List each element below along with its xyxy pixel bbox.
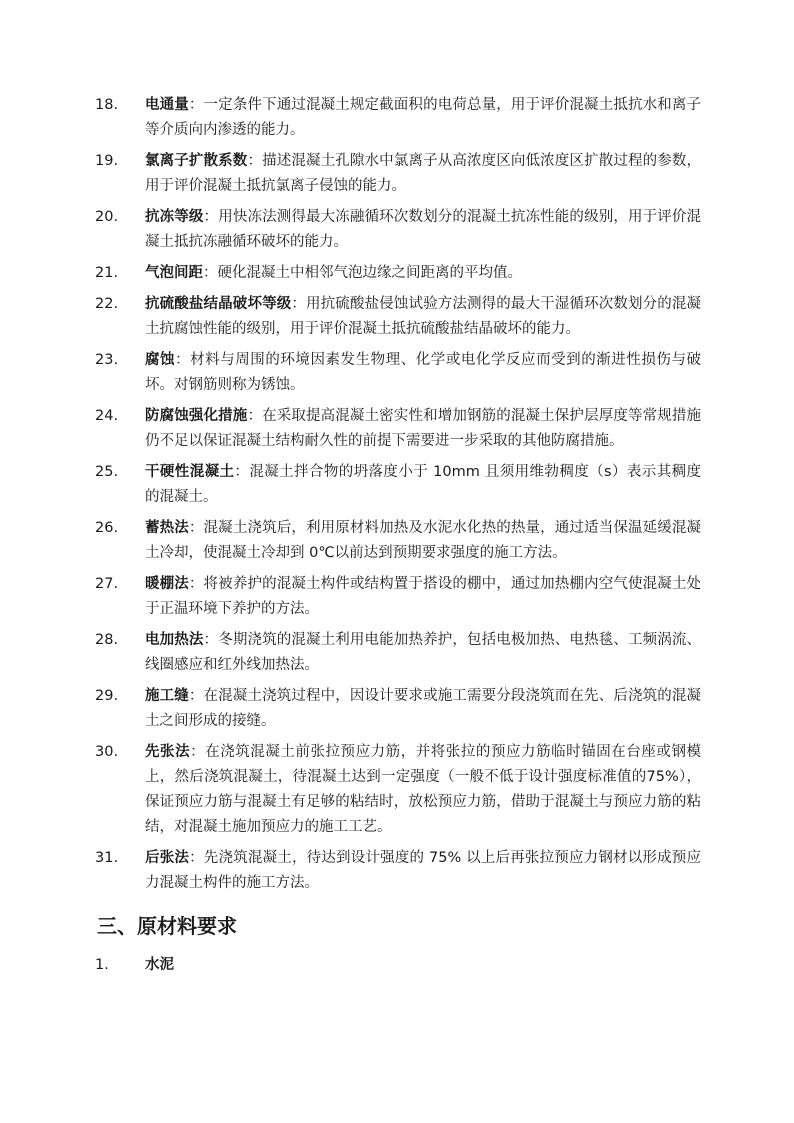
list-item [0, 846, 794, 896]
item-number: 29. [95, 688, 119, 704]
term-separator: ： [189, 850, 204, 866]
term-definition: 用快冻法测得最大冻融循环次数划分的混凝土抗冻性能的级别，用于评价混凝土抵抗冻融循环破坏的能力。 [145, 209, 702, 250]
item-text [145, 348, 701, 398]
term-separator: ： [234, 464, 250, 480]
section-heading: 三、原材料要求 [97, 914, 237, 938]
item-text [145, 261, 701, 286]
term-name: 暖棚法 [145, 576, 189, 592]
item-text [145, 93, 701, 143]
term-separator: ： [247, 153, 263, 169]
term-separator: ： [175, 352, 191, 368]
term-definition-list [0, 93, 794, 902]
term-definition: 在混凝土浇筑过程中，因设计要求或施工需要分段浇筑而在先、后浇筑的混凝土之间形成的接缝。 [145, 688, 702, 729]
item-text [145, 846, 701, 896]
term-separator: ： [291, 296, 306, 312]
term-definition: 用抗硫酸盐侵蚀试验方法测得的最大干湿循环次数划分的混凝土抗腐蚀性能的级别，用于评价混凝土抵抗硫酸盐结晶破坏的能力。 [145, 296, 702, 337]
term-definition: 冬期浇筑的混凝土利用电能加热养护，包括电极加热、电热毯、工频涡流、线圈感应和红外线加热法。 [145, 632, 702, 673]
item-number: 31. [95, 850, 119, 866]
list-item [0, 149, 794, 199]
term-separator: ： [188, 520, 204, 536]
term-name: 干硬性混凝土 [145, 464, 235, 480]
term-definition: 混凝土浇筑后，利用原材料加热及水泥水化热的热量，通过适当保温延缓混凝土冷却，使混凝土冷却到 0℃以前达到预期要求强度的施工方法。 [145, 520, 702, 561]
item-text [145, 628, 701, 678]
item-text [145, 404, 701, 454]
item-number: 26. [95, 520, 119, 536]
item-text [145, 684, 701, 734]
item-text [145, 205, 701, 255]
term-name: 电通量 [145, 97, 189, 113]
term-name: 蓄热法 [145, 520, 189, 536]
term-name: 气泡间距 [145, 265, 203, 281]
item-number: 18. [95, 97, 119, 113]
item-number: 21. [95, 265, 119, 281]
list-item [0, 205, 794, 255]
item-number: 22. [95, 296, 119, 312]
list-item [0, 404, 794, 454]
item-number: 1. [95, 957, 109, 973]
term-definition: 一定条件下通过混凝土规定截面积的电荷总量，用于评价混凝土抵抗水和离子等介质向内渗透的能力。 [145, 97, 702, 138]
term-definition: 硬化混凝土中相邻气泡边缘之间距离的平均值。 [217, 265, 522, 281]
term-definition: 在浇筑混凝土前张拉预应力筋，并将张拉的预应力筋临时锚固在台座或钢模上，然后浇筑混凝土，待混凝土达到一定强度（一般不低于设计强度标准值的75%），保证预应力筋与混凝土有足够的粘结时，放松预应力筋，借助于混凝土与预应力筋的粘结，对混凝土施加预应力的施工工艺。 [145, 744, 702, 835]
term-separator: ： [188, 688, 204, 704]
term-name: 防腐蚀强化措施 [145, 408, 248, 424]
term-separator: ： [203, 265, 218, 281]
term-definition: 先浇筑混凝土，待达到设计强度的 75% 以上后再张拉预应力钢材以形成预应力混凝土构件的施工方法。 [145, 850, 702, 891]
item-number: 24. [95, 408, 119, 424]
item-text [145, 516, 701, 566]
term-definition: 混凝土拌合物的坍落度小于 10mm 且须用维勃稠度（s）表示其稠度的混凝土。 [145, 464, 701, 505]
item-number: 27. [95, 576, 119, 592]
list-item [0, 292, 794, 342]
item-text [145, 572, 701, 622]
term-separator: ： [188, 97, 204, 113]
item-number: 30. [95, 744, 119, 760]
term-definition: 将被养护的混凝土构件或结构置于搭设的棚中，通过加热棚内空气使混凝土处于正温环境下养护的方法。 [145, 576, 702, 617]
term-separator: ： [190, 744, 206, 760]
item-number: 20. [95, 209, 119, 225]
term-separator: ： [247, 408, 263, 424]
term-definition: 描述混凝土孔隙水中氯离子从高浓度区向低浓度区扩散过程的参数，用于评价混凝土抵抗氯离子侵蚀的能力。 [145, 153, 702, 194]
term-name: 先张法 [145, 744, 191, 760]
term-separator: ： [188, 576, 204, 592]
term-name: 腐蚀 [145, 352, 176, 368]
term-name: 后张法 [145, 850, 190, 866]
list-item [0, 261, 794, 286]
item-number: 23. [95, 352, 119, 368]
item-number: 25. [95, 464, 119, 480]
list-item [0, 93, 794, 143]
term-name: 施工缝 [145, 688, 189, 704]
list-item [0, 460, 794, 510]
item-text [145, 149, 701, 199]
list-item [0, 628, 794, 678]
list-item [0, 348, 794, 398]
item-text [145, 740, 701, 840]
item-text [145, 292, 701, 342]
term-definition: 材料与周围的环境因素发生物理、化学或电化学反应而受到的渐进性损伤与破坏。对钢筋则称为锈蚀。 [145, 352, 702, 393]
list-item [0, 684, 794, 734]
item-number: 28. [95, 632, 119, 648]
item-text [145, 460, 701, 510]
item-label: 水泥 [145, 957, 174, 973]
term-definition: 在采取提高混凝土密实性和增加钢筋的混凝土保护层厚度等常规措施仍不足以保证混凝土结构耐久性的前提下需要进一步采取的其他防腐措施。 [145, 408, 702, 449]
term-separator: ： [203, 209, 219, 225]
list-item [0, 516, 794, 566]
term-name: 电加热法 [145, 632, 204, 648]
term-name: 抗硫酸盐结晶破坏等级 [145, 296, 292, 312]
item-number: 19. [95, 153, 119, 169]
term-name: 氯离子扩散系数 [145, 153, 248, 169]
term-separator: ： [203, 632, 219, 648]
list-item [0, 740, 794, 840]
list-item [0, 572, 794, 622]
term-name: 抗冻等级 [145, 209, 204, 225]
